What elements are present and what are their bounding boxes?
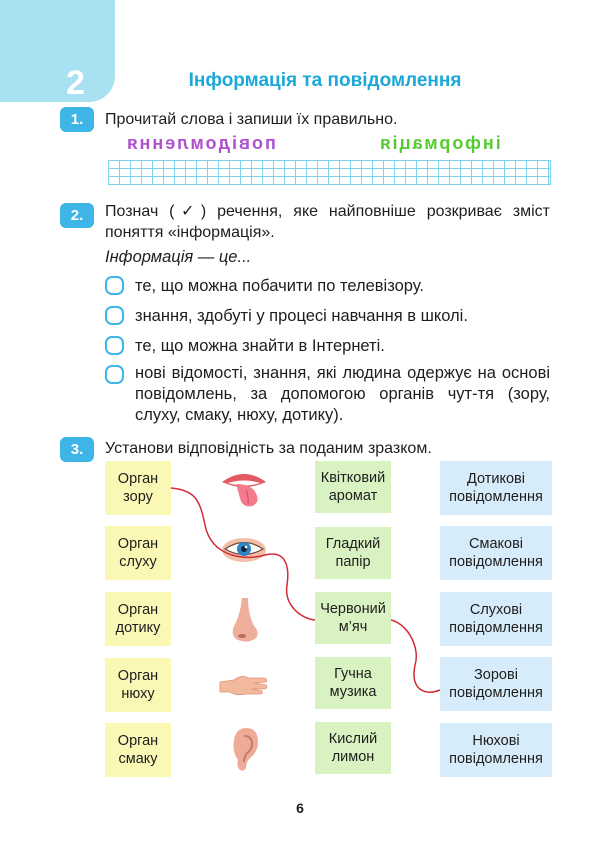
option-2-text: знання, здобуті у процесі навчання в школі. (135, 307, 468, 325)
option-1-text: те, що можна побачити по телевізору. (135, 277, 424, 295)
chapter-number: 2 (66, 64, 85, 102)
page-number: 6 (296, 800, 304, 816)
item-box-sour-lemon[interactable]: Кислий лимон (315, 722, 391, 774)
option-3-text: те, що можна знайти в Інтернеті. (135, 337, 385, 355)
task-1-badge: 1. (60, 107, 94, 132)
message-box-taste[interactable]: Смакові повідомлення (440, 526, 552, 580)
item-box-red-ball[interactable]: Червоний м’яч (315, 592, 391, 644)
message-box-visual[interactable]: Зорові повідомлення (440, 657, 552, 711)
organ-box-taste[interactable]: Орган смаку (105, 723, 171, 777)
task-3-badge: 3. (60, 437, 94, 462)
item-box-loud-music[interactable]: Гучна музика (315, 657, 391, 709)
page-title: Інформація та повідомлення (188, 70, 462, 91)
option-4-text: нові відомості, знання, які людина одержує на основі повідомлень, за допомогою органів чут-тя (зору, слуху, смаку, нюху, дотику). (135, 364, 550, 424)
message-box-tactile[interactable]: Дотикові повідомлення (440, 461, 552, 515)
task-2-badge: 2. (60, 203, 94, 228)
mirrored-word-2: інформація (378, 133, 501, 153)
task-3-text: Установи відповідність за поданим зразком. (105, 440, 432, 457)
task-2-lead: Інформація — це... (105, 248, 252, 266)
item-box-flower-scent[interactable]: Квітковий аромат (315, 461, 391, 513)
message-box-auditory[interactable]: Слухові повідомлення (440, 592, 552, 646)
organ-box-touch[interactable]: Орган дотику (105, 592, 171, 646)
message-box-olfactory[interactable]: Нюхові повідомлення (440, 723, 552, 777)
organ-box-sight[interactable]: Орган зору (105, 461, 171, 515)
mirrored-word-1: повідомлення (125, 133, 276, 153)
organ-box-smell[interactable]: Орган нюху (105, 658, 171, 712)
item-box-smooth-paper[interactable]: Гладкий папір (315, 527, 391, 579)
task-2-text: Познач (✓) речення, яке найповніше розкриває зміст поняття «інформація». (105, 203, 550, 241)
organ-box-hearing[interactable]: Орган слуху (105, 526, 171, 580)
task-1-text: Прочитай слова і запиши їх правильно. (105, 111, 398, 128)
